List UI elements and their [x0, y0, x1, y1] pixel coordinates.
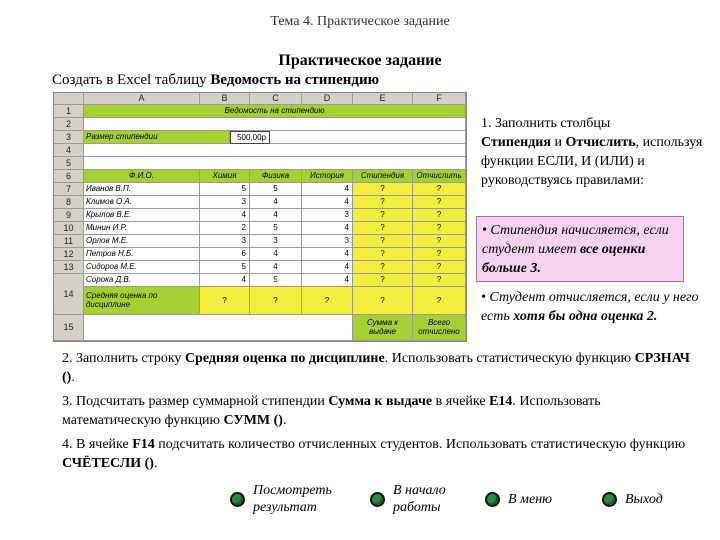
bullet-icon [602, 492, 617, 507]
go-to-start-label [393, 482, 446, 516]
header-name: Ф.И.О. [84, 170, 200, 183]
view-result-button[interactable] [230, 482, 332, 516]
stipend-value-cell: 500,00р [230, 131, 270, 144]
grade-cell: 4 [302, 274, 353, 287]
step-2-b: Средняя оценка по дисциплине [184, 351, 385, 366]
rule-2-bold: хотя бы одна оценка 2. [513, 309, 658, 324]
step-4-d: СЧЁТЕСЛИ () [62, 456, 154, 471]
grade-cell: 3 [200, 235, 250, 248]
grade-cell: 4 [250, 209, 302, 222]
step-2-a: 2. Заполнить строку [62, 351, 185, 366]
row-number: 2 [54, 118, 84, 131]
step-3-d: E14 [489, 394, 513, 409]
bullet-icon [230, 492, 245, 507]
grade-cell: 4 [200, 274, 250, 287]
student-name: Сидоров М.Е. [84, 261, 200, 274]
go-to-start-line-2: работы [393, 500, 441, 515]
sum-label-cell: Сумма к выдаче [353, 315, 413, 341]
rule-stipend-box [476, 216, 684, 282]
grade-cell: 4 [302, 196, 353, 209]
row-number: 4 [54, 144, 84, 157]
slide-topic: Тема 4. Практическое задание [270, 14, 450, 29]
grade-cell: 3 [302, 209, 353, 222]
average-cell: ? [200, 287, 250, 315]
grade-cell: 5 [200, 183, 250, 196]
step-1-and: и [550, 135, 566, 150]
row-number: 11 [54, 235, 84, 248]
row-number: 3 [54, 131, 84, 144]
view-result-line-2: результат [253, 500, 317, 515]
sum-cell: ? [353, 287, 413, 315]
empty-row [84, 157, 466, 170]
empty-row [84, 144, 466, 157]
step-4-e: . [153, 456, 158, 471]
expel-cell: ? [413, 248, 466, 261]
header-stipend: Стипендия [353, 170, 413, 183]
student-name: Иванов В.П. [84, 183, 200, 196]
step-1-rest: , используя функции ЕСЛИ, И (ИЛИ) и руководствуясь правилами: [481, 135, 703, 188]
step-1-col-stipend: Стипендия [481, 135, 551, 150]
column-header-a: A [84, 93, 200, 105]
slide-title: Практическое задание [278, 52, 442, 69]
grade-cell: 4 [302, 248, 353, 261]
step-3-c: в ячейке [432, 394, 490, 409]
expel-cell: ? [413, 274, 466, 287]
stipend-cell: ? [353, 209, 413, 222]
step-3-e: . Использовать математическую функцию [62, 394, 601, 428]
student-name: Орлов М.Е. [84, 235, 200, 248]
menu-label: В меню [508, 492, 553, 507]
stipend-cell: ? [353, 183, 413, 196]
empty-cell [270, 131, 466, 144]
task-prefix: Создать в Excel таблицу [52, 72, 211, 88]
rule-1-bold: все оценки больше 3. [482, 242, 646, 276]
row-number: 10 [54, 222, 84, 235]
bullet-icon [485, 492, 500, 507]
step-3 [62, 392, 702, 430]
expel-cell: ? [413, 235, 466, 248]
exit-label: Выход [625, 492, 663, 507]
row-number: 5 [54, 157, 84, 170]
grade-cell: 4 [302, 222, 353, 235]
header-history: История [302, 170, 353, 183]
step-2-d: СРЗНАЧ () [62, 351, 690, 385]
menu-button[interactable] [485, 491, 552, 508]
stipend-label-cell: Размер стипендии [84, 131, 230, 144]
grade-cell: 2 [200, 222, 250, 235]
header-expel: Отчислить [413, 170, 466, 183]
step-2-e: . [71, 370, 75, 385]
stipend-cell: ? [353, 248, 413, 261]
student-name: Минин И.Р. [84, 222, 200, 235]
view-result-label [253, 482, 332, 516]
bullet-icon [370, 492, 385, 507]
student-name: Климов О.А. [84, 196, 200, 209]
column-header-d: D [302, 93, 353, 105]
stipend-cell: ? [353, 235, 413, 248]
column-header-e: E [353, 93, 413, 105]
expelled-label-cell: Всего отчислено [413, 315, 466, 341]
student-name: Крылов В.Е. [84, 209, 200, 222]
rule-1-text: • Стипендия начисляется, если студент имеет [482, 223, 669, 257]
grade-cell: 5 [250, 222, 302, 235]
grade-cell: 4 [302, 261, 353, 274]
step-4-a: 4. В ячейке [62, 437, 133, 452]
go-to-start-line-1: В начало [393, 483, 446, 498]
sheet-title-cell: Ведомость на стипендию [84, 105, 466, 118]
step-3-b: Сумма к выдаче [328, 394, 433, 409]
grade-cell: 3 [302, 235, 353, 248]
step-3-f: СУММ () [223, 413, 283, 428]
row-number: 15 [54, 315, 84, 341]
grade-cell: 3 [250, 235, 302, 248]
header-physics: Физика [250, 170, 302, 183]
grade-cell: 5 [250, 274, 302, 287]
stipend-cell: ? [353, 261, 413, 274]
average-cell: ? [250, 287, 302, 315]
rule-expel [481, 288, 706, 326]
step-4-c: подсчитать количество отчисленных студентов. Использовать статистическую функцию [154, 437, 686, 452]
student-name: Петров Н.Б. [84, 248, 200, 261]
row-number: 6 [54, 170, 84, 183]
row-number: 14 [54, 274, 84, 315]
empty-cell [84, 315, 353, 341]
column-header-b: B [200, 93, 250, 105]
expelled-count-cell: ? [413, 287, 466, 315]
average-cell: ? [302, 287, 353, 315]
grade-cell: 5 [250, 183, 302, 196]
expel-cell: ? [413, 183, 466, 196]
stipend-cell: ? [353, 274, 413, 287]
task-name: Ведомость на стипендию [210, 72, 380, 88]
view-result-line-1: Посмотреть [253, 483, 332, 498]
expel-cell: ? [413, 196, 466, 209]
step-1 [481, 114, 706, 190]
grade-cell: 4 [250, 248, 302, 261]
grade-cell: 4 [302, 183, 353, 196]
spreadsheet [53, 92, 467, 342]
rule-2-text: • Студент отчисляется, если у него есть [481, 290, 699, 324]
step-2-c: . Использовать статистическую функцию [384, 351, 635, 366]
row-number: 1 [54, 105, 84, 118]
step-2 [62, 349, 702, 387]
stipend-cell: ? [353, 196, 413, 209]
expel-cell: ? [413, 222, 466, 235]
grade-cell: 4 [250, 261, 302, 274]
grade-cell: 4 [200, 209, 250, 222]
step-1-col-expel: Отчислить [565, 135, 636, 150]
corner-cell [54, 93, 84, 105]
student-name: Сорока Д.В. [84, 274, 200, 287]
step-1-text: 1. Заполнить столбцы [481, 116, 611, 131]
average-label-cell: Средняя оценка по дисциплине [84, 287, 200, 315]
expel-cell: ? [413, 261, 466, 274]
row-number: 13 [54, 261, 84, 274]
expel-cell: ? [413, 209, 466, 222]
row-number: 12 [54, 248, 84, 261]
row-number: 7 [54, 183, 84, 196]
row-number: 9 [54, 209, 84, 222]
grade-cell: 6 [200, 248, 250, 261]
step-4 [62, 435, 702, 473]
step-3-g: . [282, 413, 287, 428]
step-4-b: F14 [132, 437, 155, 452]
row-number: 8 [54, 196, 84, 209]
empty-row [84, 118, 466, 131]
exit-button[interactable] [602, 491, 663, 508]
go-to-start-button[interactable] [370, 482, 446, 516]
grade-cell: 5 [200, 261, 250, 274]
grade-cell: 3 [200, 196, 250, 209]
header-chemistry: Химия [200, 170, 250, 183]
step-3-a: 3. Подсчитать размер суммарной стипендии [62, 394, 329, 409]
column-header-c: C [250, 93, 302, 105]
stipend-cell: ? [353, 222, 413, 235]
task-description [52, 72, 379, 89]
column-header-f: F [413, 93, 466, 105]
grade-cell: 4 [250, 196, 302, 209]
